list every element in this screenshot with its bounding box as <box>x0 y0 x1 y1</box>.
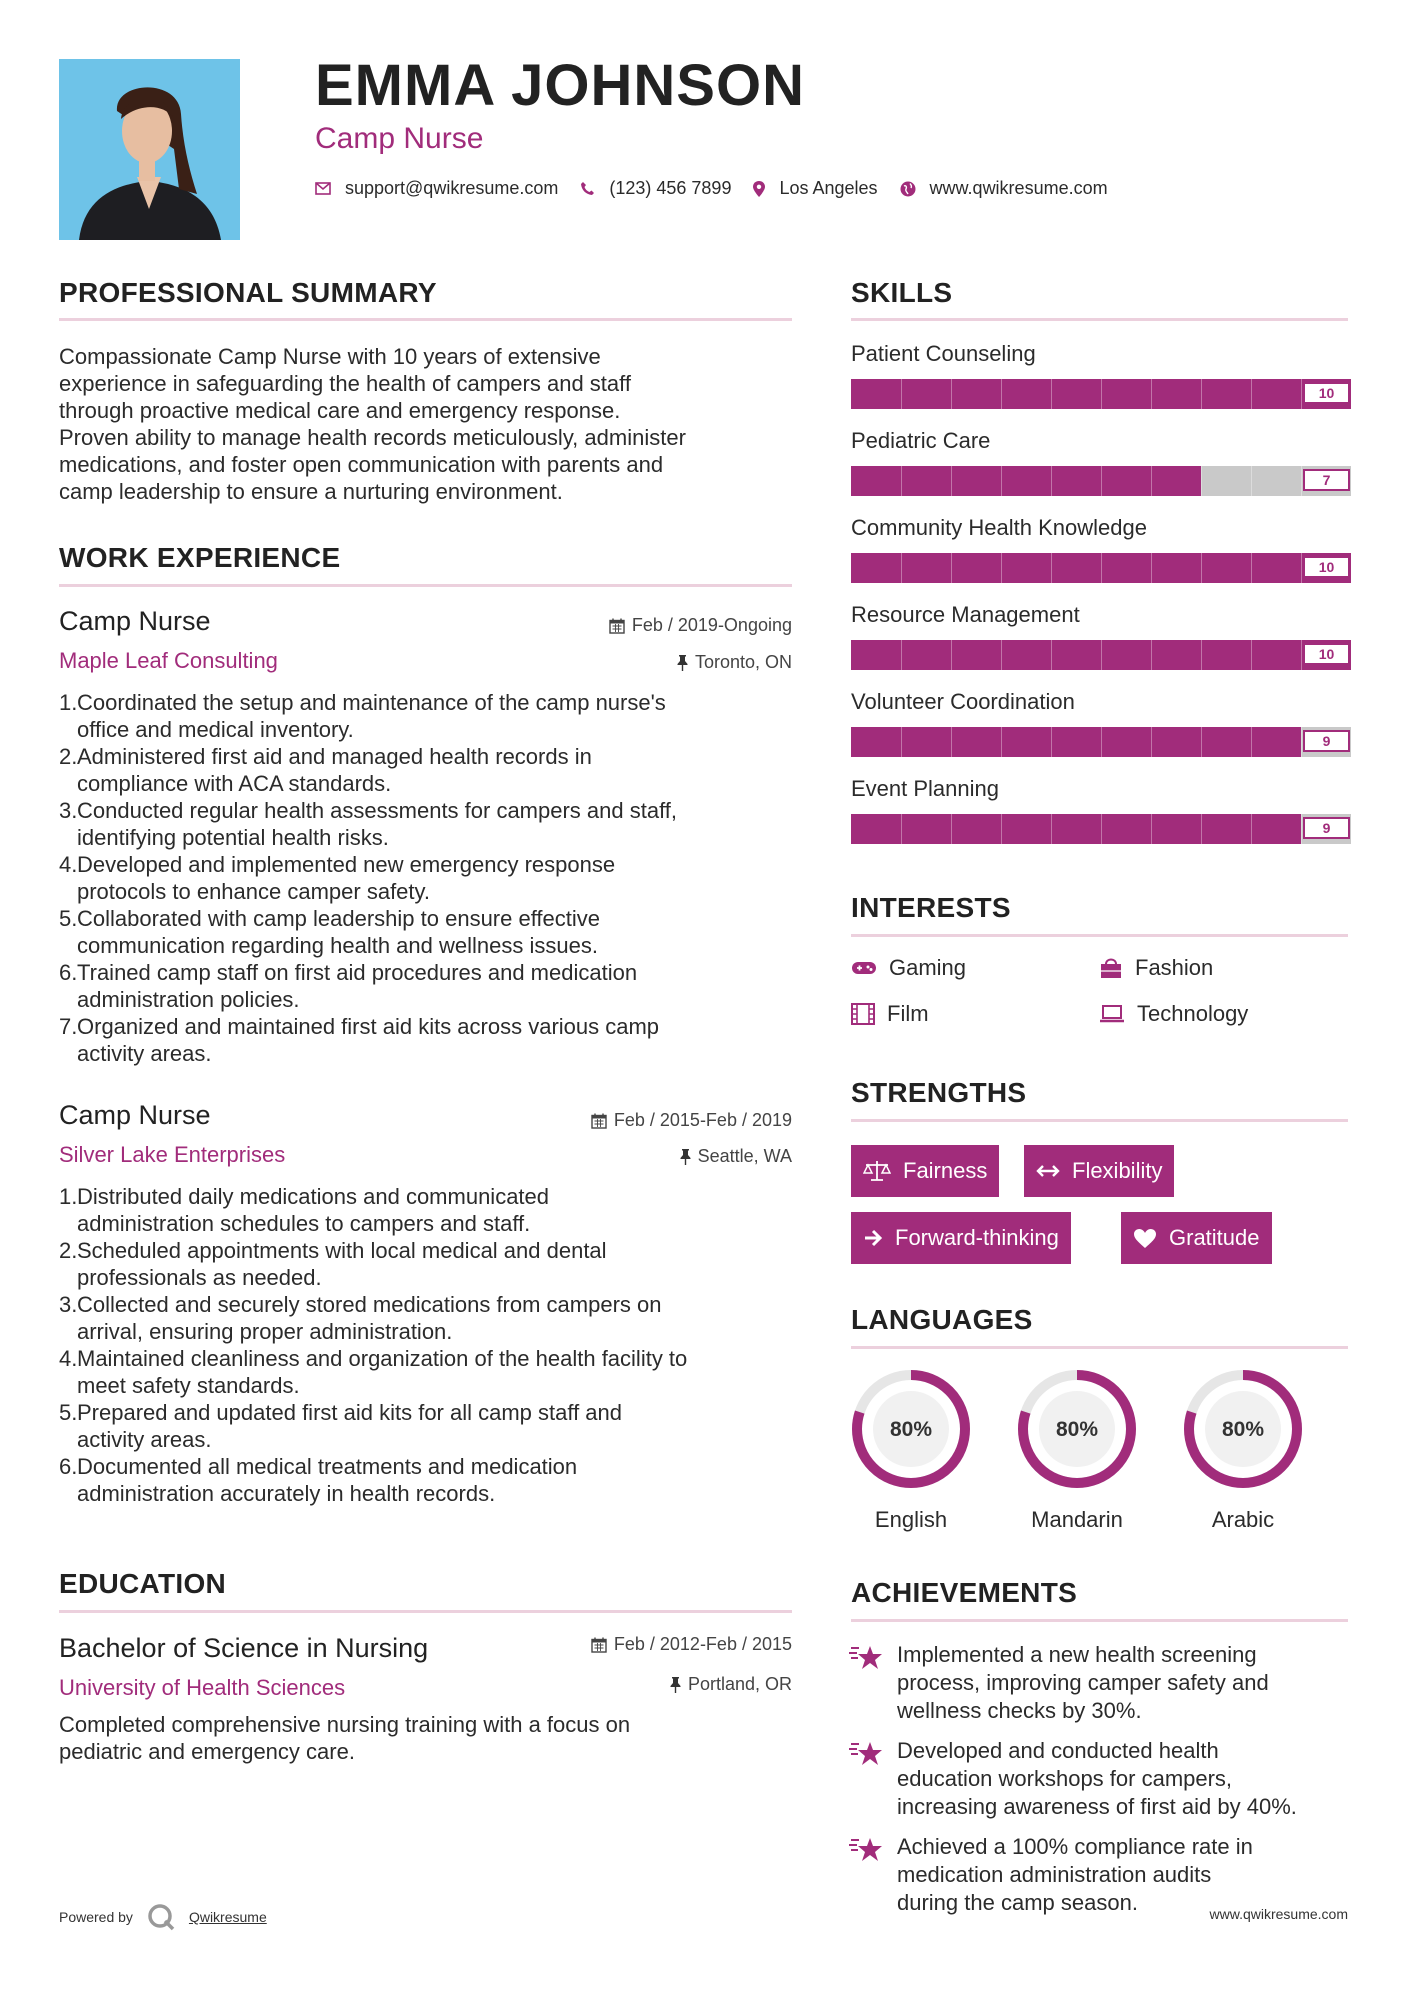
calendar-icon <box>609 618 625 634</box>
profile-photo <box>59 59 240 240</box>
skill-bar-segment <box>901 379 902 409</box>
skill-bar-segment <box>1051 814 1052 844</box>
skill-row <box>851 515 1351 592</box>
skill-level-badge: 10 <box>1303 556 1350 578</box>
list-item: Trained camp staff on first aid procedures and medication administration policies. <box>77 960 638 1012</box>
skill-bar-segment <box>1001 466 1002 496</box>
envelope-icon <box>315 182 331 195</box>
gamepad-icon <box>851 960 877 976</box>
globe-icon <box>900 181 916 197</box>
skill-bar-segment <box>1001 379 1002 409</box>
star-badge-icon <box>849 1835 883 1865</box>
language-item <box>1178 1364 1308 1533</box>
shopping-bag-icon <box>1099 957 1123 979</box>
location-text: Los Angeles <box>779 178 878 198</box>
skill-bar-segment <box>1051 553 1052 583</box>
job-location <box>520 1146 792 1167</box>
skill-row <box>851 776 1351 853</box>
summary-line: medications, and foster open communication with parents and <box>59 452 664 477</box>
job-dates <box>520 1110 792 1131</box>
interest-film <box>851 1001 929 1027</box>
job-location-text: Seattle, WA <box>697 1146 792 1166</box>
strength-badge <box>1121 1212 1272 1264</box>
skill-bar-fill <box>851 727 1301 757</box>
skill-bar-segment <box>1251 640 1252 670</box>
list-item: Documented all medical treatments and medication administration accurately in health records. <box>77 1454 578 1506</box>
skill-level-badge: 7 <box>1303 469 1350 491</box>
interest-label: Film <box>887 1001 929 1026</box>
skill-bar-segment <box>1201 727 1202 757</box>
skill-bar-segment <box>1301 640 1302 670</box>
skill-bar-segment <box>1201 466 1202 496</box>
interest-label: Fashion <box>1135 955 1214 980</box>
section-divider <box>59 318 792 321</box>
phone-icon <box>580 181 595 196</box>
job-responsibilities <box>59 689 837 1067</box>
list-item: Conducted regular health assessments for campers and staff, identifying potential health risks. <box>77 798 678 850</box>
company-name: Maple Leaf Consulting <box>59 648 278 673</box>
section-divider <box>851 1346 1348 1349</box>
job-dates-text: Feb / 2019-Ongoing <box>631 615 792 635</box>
list-item: Collaborated with camp leadership to ensure effective communication regarding health and wellness issues. <box>77 906 601 958</box>
skill-bar-segment <box>951 379 952 409</box>
skill-bar-segment <box>1251 553 1252 583</box>
section-divider <box>59 1610 792 1613</box>
skill-name: Pediatric Care <box>851 428 991 453</box>
skill-row <box>851 341 1351 418</box>
skill-bar-segment <box>1101 814 1102 844</box>
laptop-icon <box>1099 1004 1125 1024</box>
skill-name: Event Planning <box>851 776 999 801</box>
strength-label: Gratitude <box>1169 1225 1260 1250</box>
pushpin-icon <box>670 1677 681 1693</box>
skill-bar-segment <box>1001 640 1002 670</box>
skill-bar-fill <box>851 466 1201 496</box>
skill-bar-segment <box>901 466 902 496</box>
job-dates-text: Feb / 2015-Feb / 2019 <box>613 1110 792 1130</box>
brand-link[interactable]: Qwikresume <box>188 1909 267 1925</box>
language-name: English <box>874 1507 948 1532</box>
skill-bar <box>851 814 1351 844</box>
star-badge-icon <box>849 1739 883 1769</box>
job-title: Camp Nurse <box>59 606 211 636</box>
education-dates <box>520 1634 792 1655</box>
job-dates <box>520 615 792 636</box>
section-divider <box>851 1119 1348 1122</box>
achievements-heading: ACHIEVEMENTS <box>851 1577 1078 1608</box>
candidate-name: EMMA JOHNSON <box>315 53 805 118</box>
skill-bar-segment <box>1251 466 1252 496</box>
skill-bar-segment <box>1101 727 1102 757</box>
summary-line: Proven ability to manage health records meticulously, administer <box>59 425 686 450</box>
qwikresume-logo-icon <box>147 1903 177 1931</box>
skill-row <box>851 428 1351 505</box>
achievement-item: Achieved a 100% compliance rate in medication administration audits during the camp season. <box>849 1833 1349 1917</box>
contact-email[interactable] <box>315 178 558 199</box>
education-dates-text: Feb / 2012-Feb / 2015 <box>613 1634 792 1654</box>
list-item: Prepared and updated first aid kits for all camp staff and activity areas. <box>77 1400 623 1452</box>
skill-row <box>851 602 1351 679</box>
interest-gaming <box>851 955 966 981</box>
skill-bar <box>851 727 1351 757</box>
arrow-right-icon <box>863 1229 883 1247</box>
skill-bar-segment <box>1151 640 1152 670</box>
skill-level-badge: 9 <box>1303 730 1350 752</box>
film-icon <box>851 1003 875 1025</box>
education-location <box>520 1674 792 1695</box>
pushpin-icon <box>677 655 688 671</box>
list-item: Administered first aid and managed health records in compliance with ACA standards. <box>77 744 592 796</box>
job-location <box>520 652 792 673</box>
skill-level-badge: 10 <box>1303 643 1350 665</box>
skill-bar-segment <box>1051 640 1052 670</box>
strength-badge <box>1024 1145 1174 1197</box>
school-name: University of Health Sciences <box>59 1675 346 1700</box>
language-donut <box>1012 1364 1142 1494</box>
calendar-icon <box>591 1637 607 1653</box>
summary-line: camp leadership to ensure a nurturing environment. <box>59 479 563 504</box>
strength-badge <box>851 1212 1071 1264</box>
list-item: Coordinated the setup and maintenance of the camp nurse's office and medical inventory. <box>77 690 666 742</box>
skill-name: Resource Management <box>851 602 1080 627</box>
skill-bar-segment <box>951 640 952 670</box>
skill-bar <box>851 379 1351 409</box>
contact-location <box>753 178 877 199</box>
powered-by-label: Powered by <box>59 1909 133 1925</box>
scale-icon <box>863 1160 891 1182</box>
strength-label: Flexibility <box>1072 1158 1163 1183</box>
skills-list <box>851 341 1351 863</box>
language-item <box>1012 1364 1142 1533</box>
section-divider <box>851 318 1348 321</box>
contact-website[interactable] <box>900 178 1108 199</box>
summary-heading: PROFESSIONAL SUMMARY <box>59 277 437 308</box>
calendar-icon <box>591 1113 607 1129</box>
person-portrait-icon <box>59 59 240 240</box>
map-pin-icon <box>753 181 765 197</box>
skill-bar-segment <box>1301 553 1302 583</box>
phone-text: (123) 456 7899 <box>609 178 732 198</box>
skill-bar-segment <box>1101 640 1102 670</box>
section-divider <box>59 584 792 587</box>
skill-bar <box>851 466 1351 496</box>
skill-bar-segment <box>1201 814 1202 844</box>
skill-bar-segment <box>1151 814 1152 844</box>
languages-list <box>846 1364 1346 1534</box>
skill-bar-segment <box>951 727 952 757</box>
skill-bar-segment <box>1201 640 1202 670</box>
list-item: Scheduled appointments with local medical and dental professionals as needed. <box>77 1238 607 1290</box>
skill-bar-segment <box>1051 466 1052 496</box>
skill-bar-segment <box>1151 553 1152 583</box>
skill-level-badge: 10 <box>1303 382 1350 404</box>
language-item <box>846 1364 976 1533</box>
skills-heading: SKILLS <box>851 277 953 308</box>
job-responsibilities <box>59 1183 837 1507</box>
list-item: Developed and implemented new emergency response protocols to enhance camper safety. <box>77 852 616 904</box>
education-heading: EDUCATION <box>59 1568 227 1599</box>
achievements-list <box>849 1641 1349 1917</box>
contact-bar <box>315 178 1130 199</box>
heart-icon <box>1133 1228 1157 1249</box>
skill-bar-segment <box>1101 379 1102 409</box>
list-item: Distributed daily medications and communicated administration schedules to campers and staff. <box>77 1184 550 1236</box>
skill-bar-segment <box>1151 727 1152 757</box>
strength-label: Fairness <box>903 1158 988 1183</box>
skill-bar-segment <box>951 466 952 496</box>
candidate-title: Camp Nurse <box>315 122 484 155</box>
interest-fashion <box>1099 955 1213 981</box>
skill-bar-segment <box>1051 727 1052 757</box>
skill-bar-segment <box>951 814 952 844</box>
skill-bar-segment <box>901 640 902 670</box>
skill-bar-segment <box>1301 466 1302 496</box>
pushpin-icon <box>680 1149 691 1165</box>
language-percent: 80% <box>1221 1418 1265 1441</box>
skill-bar-segment <box>1101 553 1102 583</box>
skill-bar-segment <box>901 814 902 844</box>
skill-name: Volunteer Coordination <box>851 689 1075 714</box>
language-donut <box>846 1364 976 1494</box>
degree-title: Bachelor of Science in Nursing <box>59 1633 429 1663</box>
skill-bar-segment <box>901 553 902 583</box>
section-divider <box>851 934 1348 937</box>
interest-technology <box>1099 1001 1248 1027</box>
skill-bar-segment <box>1251 814 1252 844</box>
powered-by <box>59 1903 267 1931</box>
contact-phone[interactable] <box>580 178 731 199</box>
skill-bar-segment <box>1001 553 1002 583</box>
achievement-item: Developed and conducted health education workshops for campers, increasing awareness of first aid by 40%. <box>849 1737 1349 1821</box>
skill-bar-segment <box>1251 379 1252 409</box>
list-item: Collected and securely stored medications from campers on arrival, ensuring proper administration. <box>77 1292 662 1344</box>
job-location-text: Toronto, ON <box>694 652 792 672</box>
education-description: Completed comprehensive nursing training with a focus on pediatric and emergency care. <box>59 1712 631 1764</box>
skill-name: Community Health Knowledge <box>851 515 1147 540</box>
skill-bar-segment <box>1001 814 1002 844</box>
achievement-item: Implemented a new health screening process, improving camper safety and wellness checks by 30%. <box>849 1641 1349 1725</box>
summary-line: experience in safeguarding the health of campers and staff <box>59 371 631 396</box>
skill-bar-segment <box>1151 379 1152 409</box>
strengths-heading: STRENGTHS <box>851 1077 1027 1108</box>
job-title: Camp Nurse <box>59 1100 211 1130</box>
skill-bar <box>851 640 1351 670</box>
list-item: Maintained cleanliness and organization of the health facility to meet safety standards. <box>77 1346 688 1398</box>
footer-website[interactable]: www.qwikresume.com <box>1209 1906 1348 1922</box>
skill-bar-segment <box>901 727 902 757</box>
summary-line: through proactive medical care and emergency response. <box>59 398 621 423</box>
company-name: Silver Lake Enterprises <box>59 1142 286 1167</box>
website-text: www.qwikresume.com <box>929 178 1108 198</box>
language-name: Arabic <box>1211 1507 1275 1532</box>
skill-bar-segment <box>1301 379 1302 409</box>
experience-heading: WORK EXPERIENCE <box>59 542 341 573</box>
language-name: Mandarin <box>1031 1507 1123 1532</box>
languages-heading: LANGUAGES <box>851 1304 1033 1335</box>
skill-bar-segment <box>1201 379 1202 409</box>
skill-bar-segment <box>951 553 952 583</box>
strength-badge <box>851 1145 999 1197</box>
skill-bar-segment <box>1151 466 1152 496</box>
strength-label: Forward-thinking <box>895 1225 1059 1250</box>
skill-bar-segment <box>1201 553 1202 583</box>
language-donut <box>1178 1364 1308 1494</box>
skill-bar <box>851 553 1351 583</box>
skill-bar-segment <box>1251 727 1252 757</box>
language-percent: 80% <box>1055 1418 1099 1441</box>
section-divider <box>851 1619 1348 1622</box>
skill-bar-segment <box>1301 814 1302 844</box>
skill-bar-segment <box>1101 466 1102 496</box>
list-item: Organized and maintained first aid kits across various camp activity areas. <box>77 1014 660 1066</box>
skill-name: Patient Counseling <box>851 341 1036 366</box>
skill-bar-segment <box>1001 727 1002 757</box>
summary-line: Compassionate Camp Nurse with 10 years of extensive <box>59 344 601 369</box>
interest-label: Technology <box>1137 1001 1249 1026</box>
interests-heading: INTERESTS <box>851 892 1011 923</box>
skill-row <box>851 689 1351 766</box>
skill-bar-fill <box>851 814 1301 844</box>
skill-bar-segment <box>1301 727 1302 757</box>
language-percent: 80% <box>889 1418 933 1441</box>
skill-level-badge: 9 <box>1303 817 1350 839</box>
email-text: support@qwikresume.com <box>345 178 559 198</box>
skill-bar-segment <box>1051 379 1052 409</box>
education-location-text: Portland, OR <box>687 1674 792 1694</box>
interest-label: Gaming <box>889 955 967 980</box>
summary-text <box>59 343 799 505</box>
arrows-h-icon <box>1036 1164 1060 1178</box>
star-badge-icon <box>849 1643 883 1673</box>
